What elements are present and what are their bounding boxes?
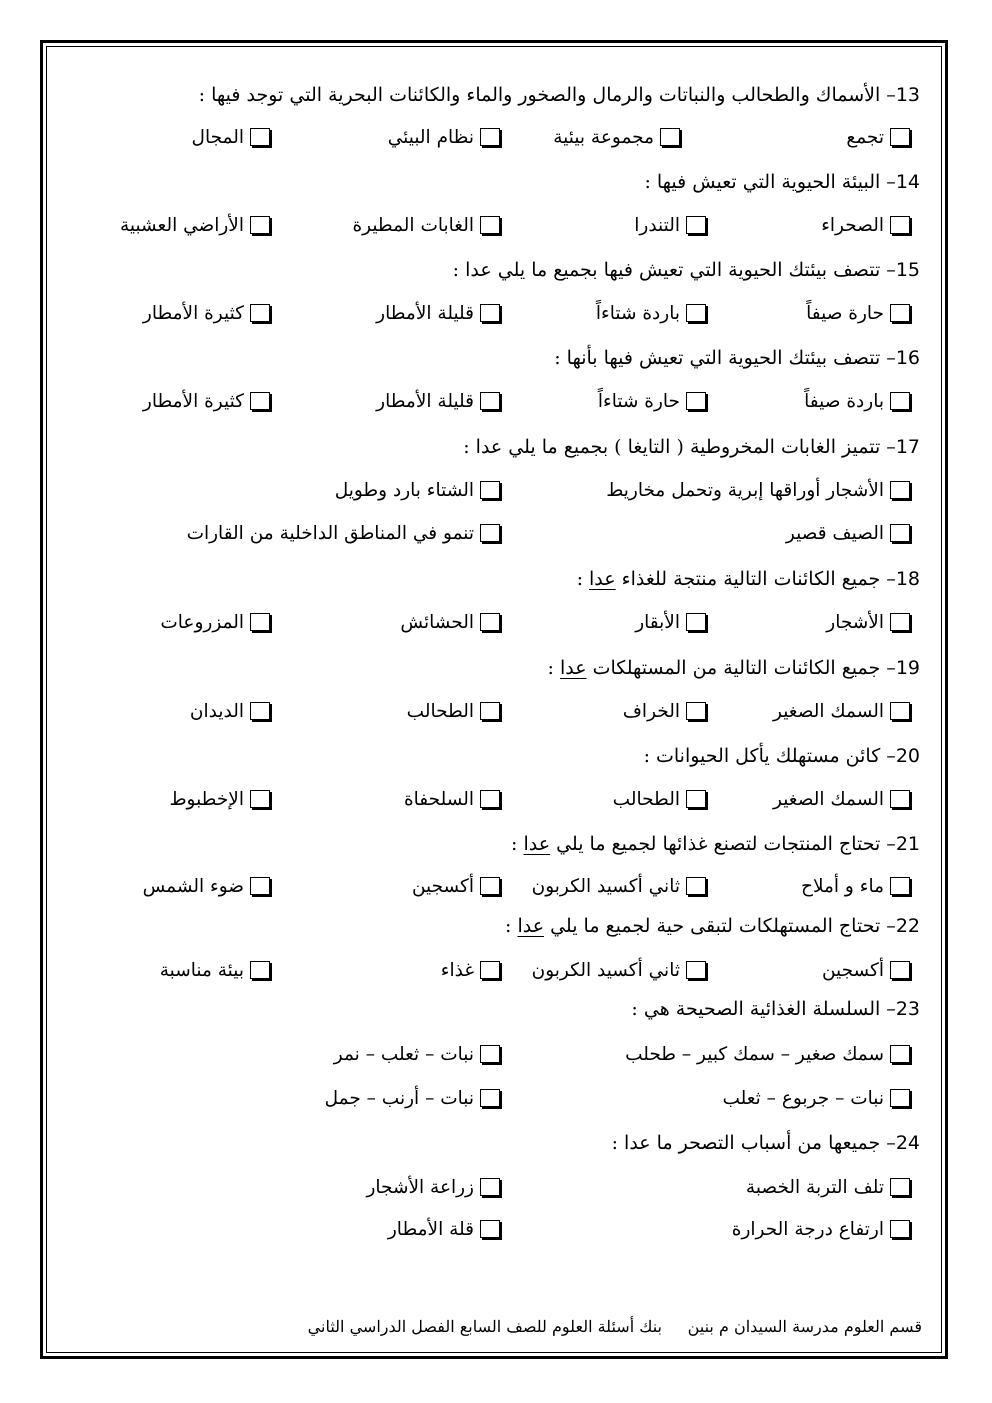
question-number: 16 [895, 347, 920, 369]
checkbox-icon[interactable] [250, 877, 270, 895]
option-17-a[interactable]: الأشجار أوراقها إبرية وتحمل مخاريط [606, 475, 910, 505]
question-text: الأسماك والطحالب والنباتات والرمال والصخور والماء والكائنات البحرية التي توجد فيها : [198, 84, 881, 106]
question-23: 23– السلسلة الغذائية الصحيحة هي : [631, 998, 920, 1020]
question-number: 17 [895, 436, 920, 458]
option-21-d[interactable]: ضوء الشمس [143, 871, 270, 901]
question-text: تحتاج المستهلكات لتبقى حية لجميع ما يلي [550, 915, 881, 937]
option-24-b[interactable]: زراعة الأشجار [366, 1172, 500, 1202]
option-13-d[interactable]: المجال [192, 122, 271, 152]
question-text: السلسلة الغذائية الصحيحة هي : [631, 998, 881, 1020]
checkbox-icon[interactable] [250, 613, 270, 631]
question-20: 20– كائن مستهلك يأكل الحيوانات : [643, 745, 920, 767]
checkbox-icon[interactable] [480, 1045, 500, 1063]
option-24-a[interactable]: تلف التربة الخصبة [746, 1172, 910, 1202]
checkbox-icon[interactable] [250, 128, 270, 146]
checkbox-icon[interactable] [250, 392, 270, 410]
underlined-word: عدا [523, 833, 551, 855]
question-number: 21 [895, 833, 920, 855]
checkbox-icon[interactable] [890, 613, 910, 631]
question-text: جميع الكائنات التالية منتجة للغذاء [621, 568, 881, 590]
question-number: 22 [895, 915, 920, 937]
option-16-a[interactable]: باردة صيفاً [804, 386, 910, 416]
checkbox-icon[interactable] [890, 128, 910, 146]
checkbox-icon[interactable] [686, 961, 706, 979]
checkbox-icon[interactable] [480, 1220, 500, 1238]
option-16-b[interactable]: حارة شتاءاً [598, 386, 706, 416]
checkbox-icon[interactable] [686, 790, 706, 808]
question-text: تتصف بيئتك الحيوية التي تعيش فيها بأنها : [554, 347, 881, 369]
question-number: 18 [895, 568, 920, 590]
option-22-d[interactable]: بيئة مناسبة [160, 955, 270, 985]
checkbox-icon[interactable] [480, 392, 500, 410]
checkbox-icon[interactable] [480, 1089, 500, 1107]
option-15-b[interactable]: باردة شتاءاً [596, 298, 706, 328]
checkbox-icon[interactable] [480, 877, 500, 895]
option-22-b[interactable]: ثاني أكسيد الكربون [532, 955, 706, 985]
option-14-d[interactable]: الأراضي العشبية [120, 210, 270, 240]
question-number: 19 [895, 657, 920, 679]
question-text: جميعها من أسباب التصحر ما عدا : [611, 1132, 881, 1154]
checkbox-icon[interactable] [686, 877, 706, 895]
question-14: 14– البيئة الحيوية التي تعيش فيها : [644, 171, 920, 193]
checkbox-icon[interactable] [250, 961, 270, 979]
option-14-a[interactable]: الصحراء [821, 210, 910, 240]
checkbox-icon[interactable] [480, 481, 500, 499]
option-20-b[interactable]: الطحالب [613, 784, 706, 814]
option-20-d[interactable]: الإخطبوط [169, 784, 270, 814]
footer-title: بنك أسئلة العلوم للصف السابع الفصل الدراسي الثاني [307, 1317, 662, 1336]
checkbox-icon[interactable] [480, 1178, 500, 1196]
checkbox-icon[interactable] [890, 702, 910, 720]
checkbox-icon[interactable] [480, 961, 500, 979]
question-number: 14 [895, 171, 920, 193]
checkbox-icon[interactable] [480, 216, 500, 234]
question-22: 22– تحتاج المستهلكات لتبقى حية لجميع ما يلي عدا : [505, 915, 920, 937]
option-16-d[interactable]: كثيرة الأمطار [143, 386, 270, 416]
checkbox-icon[interactable] [890, 961, 910, 979]
option-24-c[interactable]: ارتفاع درجة الحرارة [732, 1214, 910, 1244]
question-18: 18– جميع الكائنات التالية منتجة للغذاء عدا : [576, 568, 920, 590]
checkbox-icon[interactable] [686, 702, 706, 720]
question-text: تتميز الغابات المخروطية ( التايغا ) بجميع ما يلي عدا : [463, 436, 881, 458]
option-21-c[interactable]: أكسجين [412, 871, 500, 901]
option-19-a[interactable]: السمك الصغير [773, 696, 910, 726]
option-18-c[interactable]: الحشائش [400, 607, 500, 637]
checkbox-icon[interactable] [890, 1045, 910, 1063]
option-19-d[interactable]: الديدان [190, 696, 270, 726]
option-18-d[interactable]: المزروعات [160, 607, 270, 637]
option-20-a[interactable]: السمك الصغير [773, 784, 910, 814]
question-number: 15 [895, 259, 920, 281]
checkbox-icon[interactable] [250, 304, 270, 322]
question-text: تتصف بيئتك الحيوية التي تعيش فيها بجميع ما يلي عدا : [452, 259, 881, 281]
question-number: 20 [895, 745, 920, 767]
option-14-c[interactable]: الغابات المطيرة [352, 210, 500, 240]
question-21: 21– تحتاج المنتجات لتصنع غذائها لجميع ما يلي عدا : [511, 833, 920, 855]
checkbox-icon[interactable] [250, 790, 270, 808]
underlined-word: عدا [559, 657, 587, 679]
option-17-b[interactable]: الشتاء بارد وطويل [335, 475, 500, 505]
question-17: 17– تتميز الغابات المخروطية ( التايغا ) بجميع ما يلي عدا : [463, 436, 920, 458]
option-16-c[interactable]: قليلة الأمطار [376, 386, 500, 416]
option-13-c[interactable]: نظام البيئي [388, 122, 500, 152]
checkbox-icon[interactable] [890, 1220, 910, 1238]
checkbox-icon[interactable] [890, 392, 910, 410]
checkbox-icon[interactable] [890, 1178, 910, 1196]
option-13-b[interactable]: مجموعة بيئية [553, 122, 680, 152]
checkbox-icon[interactable] [480, 613, 500, 631]
checkbox-icon[interactable] [890, 216, 910, 234]
checkbox-icon[interactable] [686, 613, 706, 631]
question-13: 13– الأسماك والطحالب والنباتات والرمال والصخور والماء والكائنات البحرية التي توجد فيها : [198, 84, 920, 106]
checkbox-icon[interactable] [890, 1089, 910, 1107]
option-20-c[interactable]: السلحفاة [404, 784, 500, 814]
option-22-c[interactable]: غذاء [441, 955, 500, 985]
checkbox-icon[interactable] [250, 216, 270, 234]
footer-school: قسم العلوم مدرسة السيدان م بنين [687, 1317, 922, 1336]
option-15-d[interactable]: كثيرة الأمطار [143, 298, 270, 328]
option-23-a[interactable]: سمك صغير – سمك كبير – طحلب [625, 1039, 910, 1069]
checkbox-icon[interactable] [890, 877, 910, 895]
checkbox-icon[interactable] [890, 524, 910, 542]
checkbox-icon[interactable] [686, 304, 706, 322]
option-15-a[interactable]: حارة صيفاً [806, 298, 910, 328]
question-text: البيئة الحيوية التي تعيش فيها : [644, 171, 881, 193]
option-19-c[interactable]: الطحالب [407, 696, 500, 726]
question-16: 16– تتصف بيئتك الحيوية التي تعيش فيها بأنها : [554, 347, 920, 369]
question-number: 13 [895, 84, 920, 106]
underlined-word: عدا [589, 568, 616, 590]
option-21-a[interactable]: ماء و أملاح [801, 871, 910, 901]
checkbox-icon[interactable] [480, 790, 500, 808]
checkbox-icon[interactable] [480, 702, 500, 720]
checkbox-icon[interactable] [890, 790, 910, 808]
option-13-a[interactable]: تجمع [846, 122, 910, 152]
question-text: كائن مستهلك يأكل الحيوانات : [643, 745, 881, 767]
question-number: 24 [895, 1132, 920, 1154]
option-23-d[interactable]: نبات – أرنب – جمل [325, 1083, 500, 1113]
question-text: تحتاج المنتجات لتصنع غذائها لجميع ما يلي [556, 833, 881, 855]
option-22-a[interactable]: أكسجين [822, 955, 910, 985]
option-24-d[interactable]: قلة الأمطار [388, 1214, 500, 1244]
option-23-c[interactable]: نبات – جربوع – ثعلب [722, 1083, 910, 1113]
checkbox-icon[interactable] [480, 128, 500, 146]
option-19-b[interactable]: الخراف [623, 696, 706, 726]
option-18-a[interactable]: الأشجار [826, 607, 910, 637]
option-23-b[interactable]: نبات – ثعلب – نمر [334, 1039, 500, 1069]
checkbox-icon[interactable] [686, 216, 706, 234]
checkbox-icon[interactable] [890, 304, 910, 322]
underlined-word: عدا [517, 915, 545, 937]
option-21-b[interactable]: ثاني أكسيد الكربون [532, 871, 706, 901]
option-17-c[interactable]: الصيف قصير [786, 518, 910, 548]
question-number: 23 [895, 998, 920, 1020]
checkbox-icon[interactable] [480, 304, 500, 322]
checkbox-icon[interactable] [660, 128, 680, 146]
option-18-b[interactable]: الأبقار [635, 607, 706, 637]
question-24: 24– جميعها من أسباب التصحر ما عدا : [611, 1132, 920, 1154]
question-text: جميع الكائنات التالية من المستهلكات [592, 657, 881, 679]
checkbox-icon[interactable] [890, 481, 910, 499]
option-17-d[interactable]: تنمو في المناطق الداخلية من القارات [187, 518, 500, 548]
checkbox-icon[interactable] [686, 392, 706, 410]
option-15-c[interactable]: قليلة الأمطار [376, 298, 500, 328]
question-19: 19– جميع الكائنات التالية من المستهلكات عدا : [547, 657, 920, 679]
checkbox-icon[interactable] [480, 524, 500, 542]
checkbox-icon[interactable] [250, 702, 270, 720]
question-15: 15– تتصف بيئتك الحيوية التي تعيش فيها بجميع ما يلي عدا : [452, 259, 920, 281]
option-14-b[interactable]: التندرا [634, 210, 706, 240]
